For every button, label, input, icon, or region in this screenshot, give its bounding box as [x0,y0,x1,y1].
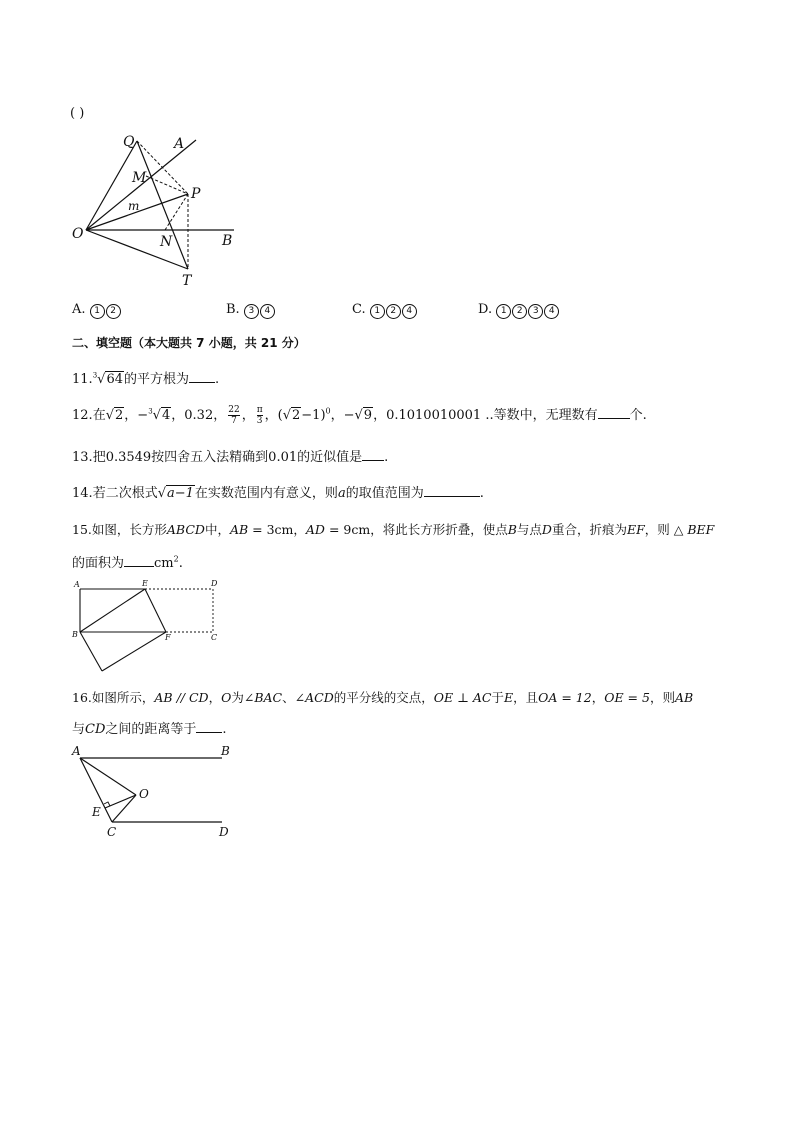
label-E: E [142,579,148,588]
label-Q: Q [123,134,135,150]
question-number: 16. [72,690,92,705]
denominator: 3 [256,416,263,426]
figure-angle-bisector [66,128,246,290]
question-number: 11. [72,372,93,387]
circled-number: 1 [496,304,511,319]
label-T: T [182,273,192,289]
circled-number: 4 [260,304,275,319]
label-F: F [165,633,171,642]
circled-number: 2 [106,304,121,319]
root-index: 3 [92,371,98,380]
unit: cm [154,556,174,571]
question-number: 14. [72,486,93,501]
expression: OA = 12 [538,690,592,705]
variable: ABCD [166,522,205,537]
option-letter: B. [226,302,240,317]
expression: ∠BAC [243,690,283,705]
question-text: 若二次根式 [92,486,158,501]
answer-blank [124,554,154,567]
label-O: O [139,787,149,801]
radicand: 2 [291,408,301,423]
radicand: 64 [106,372,123,387]
label-m: m [128,199,140,213]
number: 0.32 [184,408,214,423]
circled-number: 2 [386,304,401,319]
circled-number: 4 [402,304,417,319]
question-number: 15. [72,522,92,537]
answer-blank [598,406,630,419]
period: . [479,486,484,501]
numerator: 22 [228,405,240,415]
option-a [72,302,122,319]
variable: E [503,690,514,705]
question-13 [72,446,388,465]
label-P: P [191,186,201,202]
question-16-line1 [72,688,693,706]
radicand: 9 [363,408,373,423]
expression: AB // CD [154,690,209,705]
label-O: O [72,226,84,242]
label-B: B [221,744,230,758]
expression: OE ⊥ AC [433,690,492,705]
label-A: A [72,744,81,758]
question-text: 于 [491,690,504,705]
label-B: B [222,233,233,249]
circled-number: 1 [90,304,105,319]
period: . [384,450,389,465]
root-index: 3 [148,407,153,416]
option-letter: A. [72,302,86,317]
fraction [228,405,239,426]
question-15-line1 [72,520,714,538]
expression: ∠ACD [294,690,334,705]
question-text: 个. [629,408,647,423]
circled-number: 4 [544,304,559,319]
label-M: M [132,170,147,186]
question-text: 在 [92,408,106,423]
fraction [257,405,263,426]
question-text: 中， [204,522,230,537]
answer-paren: ( ) [70,106,85,121]
variable: a [337,486,346,501]
question-16-line2 [72,718,227,737]
expression: −1 [301,408,321,423]
question-text: 的面积为 [72,556,125,571]
question-text: ，则 △ [644,522,688,537]
radicand: a−1 [167,486,194,501]
question-14: 14.若二次根式√a−1在实数范围内有意义，则a的取值范围为 . [72,486,484,501]
answer-blank [189,370,215,383]
variable: EF [626,522,645,537]
variable: O [221,690,232,705]
variable: D [541,522,552,537]
question-15-line2 [72,552,183,571]
option-letter: C. [352,302,366,317]
option-d [478,302,560,319]
label-A: A [74,580,80,589]
punctuation: ， [591,690,605,705]
option-b [226,302,276,319]
period: . [215,372,220,387]
question-text: 的取值范围为 [345,486,424,501]
denominator: 7 [231,416,237,426]
label-N: N [160,234,173,250]
question-text: 的平方根为 [124,372,190,387]
period: . [178,556,183,571]
expression: OE = 5 [604,690,650,705]
question-text: 与 [72,722,86,737]
section-title: 二、填空题（本大题共 7 小题，共 21 分） [72,336,306,350]
minus-sign: − [137,408,149,423]
period: . [222,722,227,737]
question-text: 为 [231,690,244,705]
question-11: 11.$^3$√64的平方根为 . [72,371,220,387]
radicand: 2 [115,408,124,423]
expression: = 3cm， [248,522,306,537]
punctuation: 、 [282,690,295,705]
label-A: A [174,136,185,152]
label-D: D [219,825,229,839]
question-text: 之间的距离等于 [105,722,197,737]
option-c [352,302,418,319]
expression: = 9cm [324,522,371,537]
circled-number: 3 [528,304,543,319]
label-D: D [211,579,218,588]
exponent: 2 [173,554,179,564]
label-E: E [92,805,101,819]
question-text: ，将此长方形折叠，使点 [370,522,508,537]
question-12: 12.在√2，−$^3$√4，0.32， $\frac{22}{7}$ ， $\frac{\pi}{3}$ ，$(√2-1)^0$，−√9，0.1010010001 ..等数中，无理数有 个. [72,405,647,426]
variable: CD [85,722,106,737]
question-text: 与点 [516,522,542,537]
option-letter: D. [478,302,493,317]
question-text: 在实数范围内有意义，则 [194,486,338,501]
figure-parallel-bisectors [68,742,248,842]
variable: AB [674,690,694,705]
circled-number: 3 [244,304,259,319]
numerator: π [256,405,263,415]
question-text: 如图所示， [91,690,155,705]
variable: BEF [687,522,715,537]
radicand: 4 [161,408,171,423]
label-C: C [211,633,218,642]
question-text: 重合，折痕为 [551,522,627,537]
answer-blank [196,720,222,733]
question-text: 等数中，无理数有 [493,408,598,423]
figure-rectangle-fold [70,576,230,676]
question-text: ，且 [513,690,539,705]
label-B: B [72,630,78,639]
circled-number: 2 [512,304,527,319]
exponent: 0 [325,406,331,416]
answer-blank [424,484,480,497]
variable: AD [305,522,325,537]
answer-blank [362,448,384,461]
label-C: C [107,825,117,839]
question-number: 13. [72,450,93,465]
variable: B [507,522,517,537]
question-text: ，则 [649,690,675,705]
variable: AB [229,522,249,537]
circled-number: 1 [370,304,385,319]
punctuation: ， [208,690,222,705]
question-text: 的平分线的交点， [333,690,434,705]
question-number: 12. [72,408,93,423]
question-text: 把0.3549按四舍五入法精确到0.01的近似值是 [92,450,363,465]
question-text: 如图，长方形 [91,522,167,537]
number: 0.1010010001 .. [386,408,494,423]
